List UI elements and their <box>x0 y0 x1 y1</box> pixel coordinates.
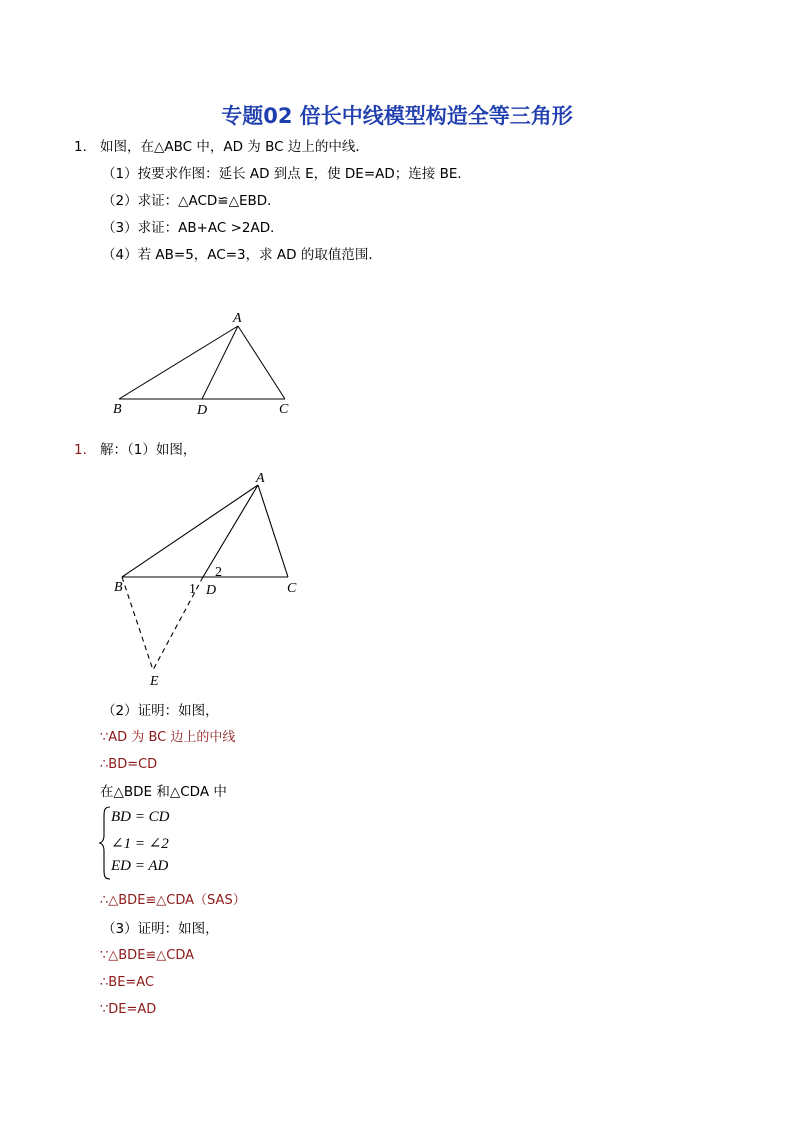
system-line-1: BD = CD <box>111 809 170 825</box>
proof-2-line-2: ∴BD=CD <box>100 757 158 772</box>
question-part-4: （4）若 AB=5，AC=3，求 AD 的取值范围． <box>102 247 382 263</box>
triangle-figure <box>105 305 305 420</box>
label-c: C <box>279 402 289 417</box>
segment-be <box>122 577 153 670</box>
label-d: D <box>206 583 217 598</box>
constructed-figure <box>105 465 315 690</box>
question-stem: 如图，在△ABC 中，AD 为 BC 边上的中线． <box>100 139 369 155</box>
label-a: A <box>256 471 265 486</box>
label-a: A <box>233 311 242 326</box>
label-e: E <box>150 674 159 689</box>
system-line-2: ∠1 = ∠2 <box>111 836 169 852</box>
proof-2-line-3: 在△BDE 和△CDA 中 <box>100 784 227 800</box>
segment-ad <box>203 485 258 577</box>
segment-ac <box>258 485 288 577</box>
proof-3-heading: （3）证明：如图， <box>102 921 219 937</box>
proof-3-line-2: ∴BE=AC <box>100 975 155 990</box>
system-line-3: ED = AD <box>111 858 169 874</box>
question-part-1: （1）按要求作图：延长 AD 到点 E，使 DE=AD；连接 BE． <box>102 166 471 182</box>
angle-1-label: 1 <box>189 582 196 597</box>
label-c: C <box>287 581 297 596</box>
proof-2-conclusion: ∴△BDE≌△CDA（SAS） <box>100 893 246 908</box>
question-part-2: （2）求证：△ACD≌△EBD． <box>102 193 281 209</box>
proof-2-heading: （2）证明：如图， <box>102 703 219 719</box>
proof-2-line-1: ∵AD 为 BC 边上的中线 <box>100 730 236 745</box>
label-b: B <box>114 580 123 595</box>
segment-ac <box>238 326 285 399</box>
question-number: 1. <box>74 139 87 155</box>
label-d: D <box>197 403 208 418</box>
brace-icon <box>98 805 112 881</box>
proof-3-line-3: ∵DE=AD <box>100 1002 157 1017</box>
solution-number: 1. <box>74 442 87 458</box>
proof-3-line-1: ∵△BDE≌△CDA <box>100 948 195 963</box>
segment-ab <box>122 485 258 577</box>
solution-intro: 解：（1）如图， <box>100 442 197 458</box>
page-title: 专题02 倍长中线模型构造全等三角形 <box>221 104 573 128</box>
angle-2-label: 2 <box>215 565 222 580</box>
label-b: B <box>113 402 122 417</box>
question-part-3: （3）求证：AB+AC >2AD． <box>102 220 284 236</box>
